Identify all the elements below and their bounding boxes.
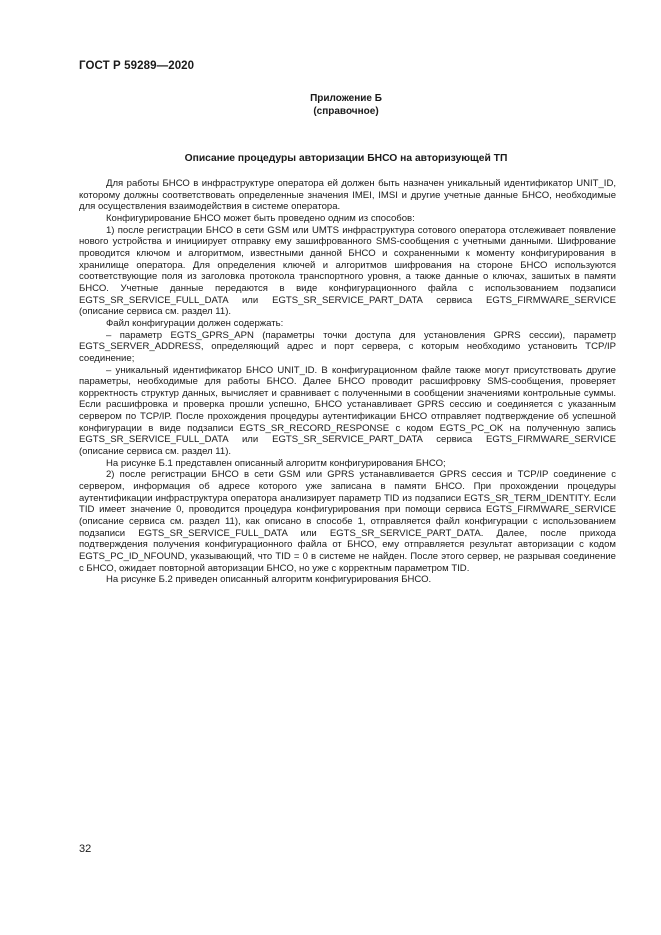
list-item: – уникальный идентификатор БНСО UNIT_ID. В конфигурационном файле также могут присутствовать другие параметры, необходимые для работы БНСО. Далее БНСО проводит расшифровку SMS-сообщения, проверяет корректность структур данных, вычисляет и сравнивает с полученными в сообщении значениями контрольные суммы. Если расшифровка и проверка прошли успешно, БНСО устанавливает GPRS сессию и соединяется с указанным сервером по TCP/IP. После прохождения процедуры аутентификации БНСО отправляет подтверждение об успешной конфигурации в виде подзаписи EGTS_SR_RECORD_RESPONSE с кодом EGTS_PC_OK на полученную запись EGTS_SR_SERVICE_FULL_DATA или EGTS_SR_SERVICE_PART_DATA сервиса EGTS_FIRMWARE_SERVICE (описание сервиса см. раздел 11). — [79, 364, 616, 458]
appendix-title: Приложение Б — [310, 93, 382, 104]
paragraph: Файл конфигурации должен содержать: — [106, 317, 284, 329]
paragraph: На рисунке Б.2 приведен описанный алгоритм конфигурирования БНСО. — [106, 574, 432, 586]
body-text — [79, 178, 616, 586]
section-title: Описание процедуры авторизации БНСО на авторизующей ТП — [184, 153, 508, 164]
appendix-heading — [0, 92, 661, 118]
paragraph: Конфигурирование БНСО может быть проведено одним из способов: — [106, 212, 415, 224]
list-item: – параметр EGTS_GPRS_APN (параметры точки доступа для установления GPRS сессии), параметр EGTS_SERVER_ADDRESS, определяющий адрес и порт сервера, с которым необходимо установить TCP/IP соединение; — [79, 329, 616, 364]
paragraph: На рисунке Б.1 представлен описанный алгоритм конфигурирования БНСО; — [106, 457, 446, 469]
paragraph: 1) после регистрации БНСО в сети GSM или UMTS инфраструктура сотового оператора отслеживает появление нового устройства и инициирует отправку ему зашифрованного SMS-сообщения с учетными данными. Шифрование проводится ключом и алгоритмом, известными данной БНСО и сохраненными к моменту конфигурирования в хранилище оператора. Для определения ключей и алгоритмов шифрования на стороне БНСО используются соответствующие поля из заголовка протокола транспортного уровня, а также данные о ключах, зашитых в памяти БНСО. Учетные данные передаются в виде конфигурационного файла с использованием подзаписи EGTS_SR_SERVICE_FULL_DATA или EGTS_SR_SERVICE_PART_DATA сервиса EGTS_FIRMWARE_SERVICE (описание сервиса см. раздел 11). — [79, 224, 616, 318]
paragraph: Для работы БНСО в инфраструктуре оператора ей должен быть назначен уникальный идентификатор UNIT_ID, которому должны соответствовать определенные значения IMEI, IMSI и другие учетные данные БНСО, необходимые для осуществления взаимодействия в системе оператора. — [79, 178, 616, 213]
document-code: ГОСТ Р 59289—2020 — [79, 60, 195, 72]
appendix-subtitle: (справочное) — [313, 106, 379, 117]
page-number: 32 — [79, 843, 92, 855]
paragraph: 2) после регистрации БНСО в сети GSM или GPRS устанавливается GPRS сессия и TCP/IP соединение с сервером, информация об адресе которого уже записана в памяти БНСО. При прохождении процедуры аутентификации инфраструктура оператора анализирует параметр TID из подзаписи EGTS_SR_TERM_IDENTITY. Если TID имеет значение 0, проводится процедура конфигурирования при помощи сервиса EGTS_FIRMWARE_SERVICE (описание сервиса см. раздел 11), как описано в способе 1, отправляется файл конфигурации с использованием подзаписи EGTS_SR_SERVICE_FULL_DATA или EGTS_SR_SERVICE_PART_DATA. Далее, после прихода подтверждения получения конфигурационного файла от БНСО, ему отправляется результат авторизации с кодом EGTS_PC_ID_NFOUND, указывающий, что TID = 0 в системе не найден. После этого сервер, не разрывая соединение с БНСО, ожидает повторной авторизации БНСО, но уже с корректным параметром TID. — [79, 469, 616, 574]
